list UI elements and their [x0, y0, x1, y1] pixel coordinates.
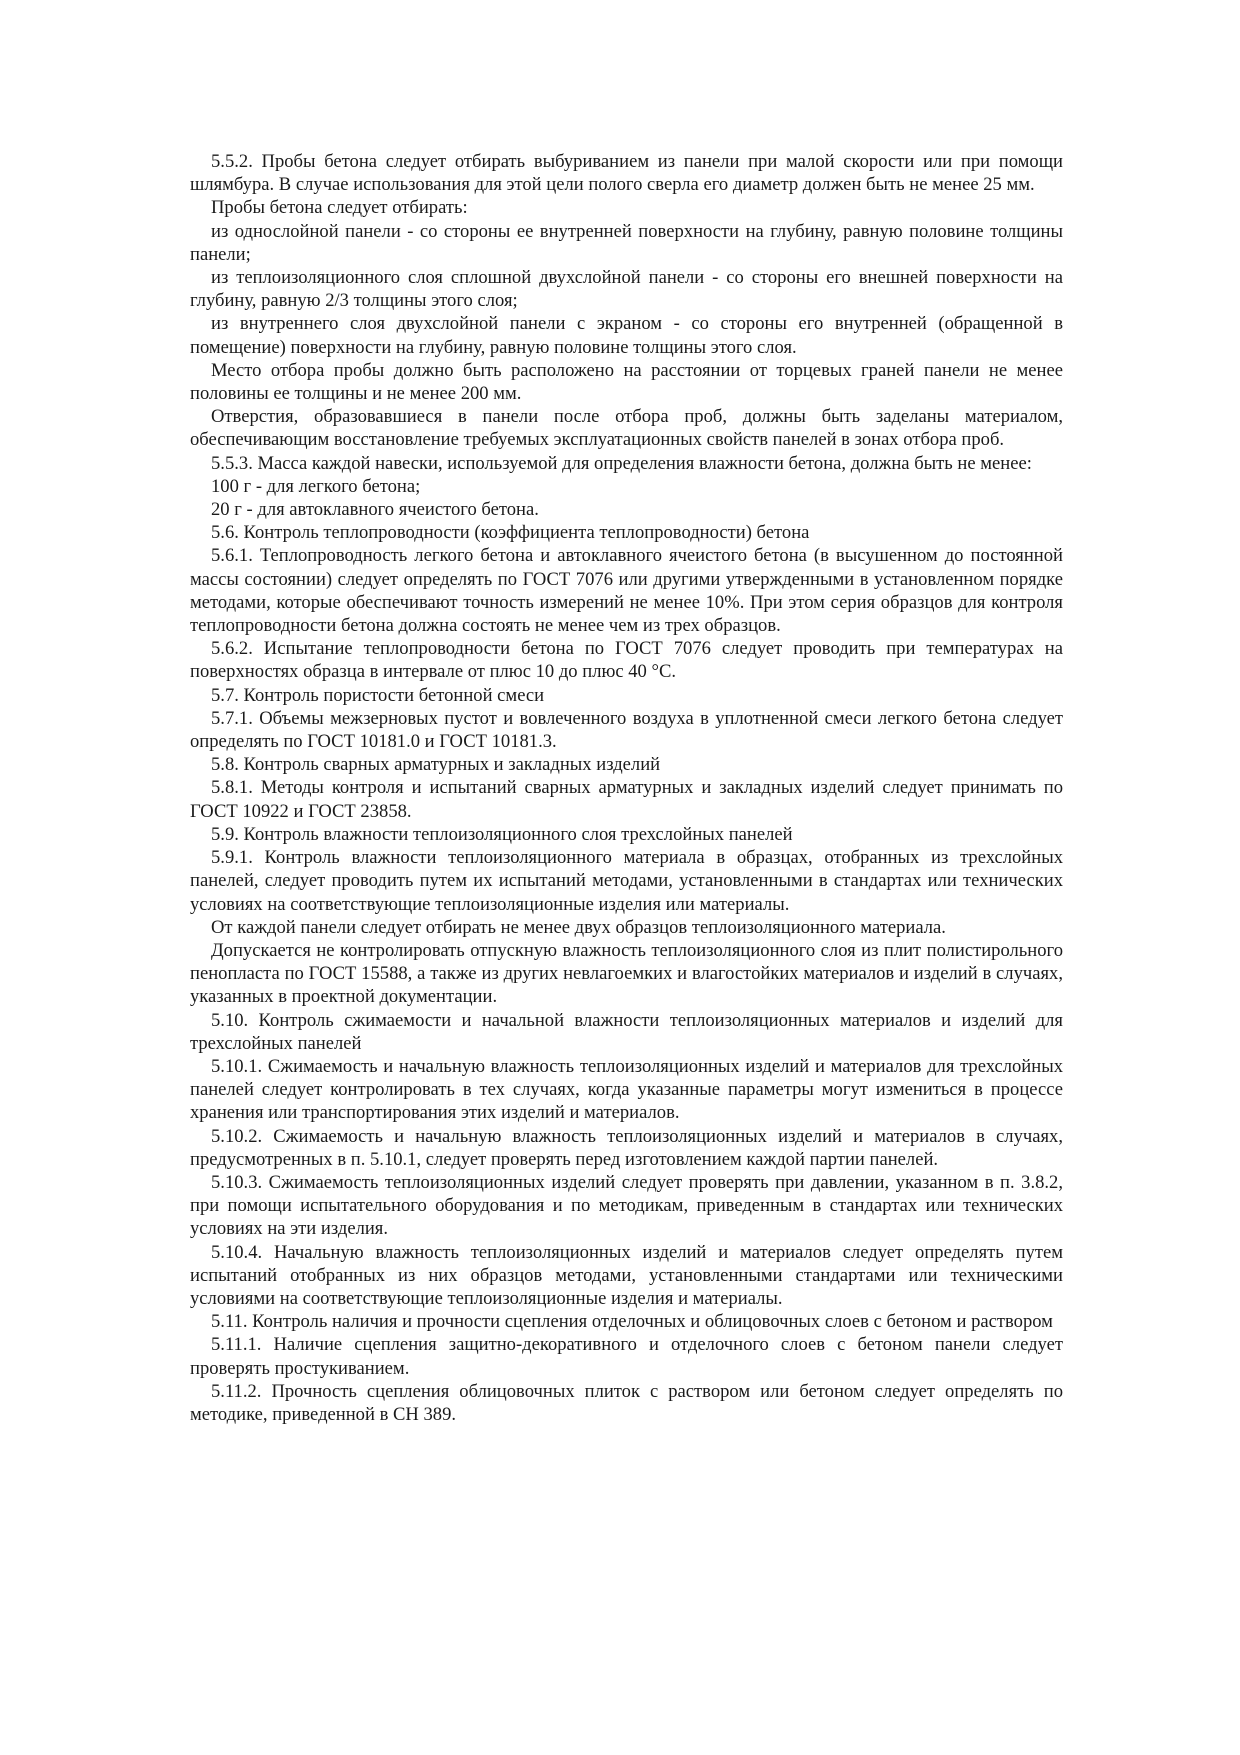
paragraph-5-5-2: 5.5.2. Пробы бетона следует отбирать выбуриванием из панели при малой скорости или при помощи шлямбура. В случае использования для этой цели полого сверла его диаметр должен быть не менее 25 мм.: [190, 151, 1063, 196]
paragraph-samples-intro: Пробы бетона следует отбирать:: [211, 197, 468, 219]
paragraph-5-6-1: 5.6.1. Теплопроводность легкого бетона и автоклавного ячеистого бетона (в высушенном до постоянной массы состоянии) следует определять по ГОСТ 7076 или другими утвержденными в установленном порядке методами, которые обеспечивают точность измерений не менее 10%. При этом серия образцов для контроля теплопроводности бетона должна состоять не менее чем из трех образцов.: [190, 545, 1063, 637]
heading-5-8: 5.8. Контроль сварных арматурных и закладных изделий: [211, 754, 661, 776]
paragraph-light-concrete: 100 г - для легкого бетона;: [211, 475, 421, 497]
paragraph-5-10-3: 5.10.3. Сжимаемость теплоизоляционных изделий следует проверять при давлении, указанном в п. 3.8.2, при помощи испытательного оборудования и по методикам, приведенным в стандартах или технических условиях на эти изделия.: [190, 1171, 1063, 1240]
paragraph-5-9-1: 5.9.1. Контроль влажности теплоизоляционного материала в образцах, отобранных из трехслойных панелей, следует проводить путем их испытаний методами, установленными в стандартах или технических условиях на соответствующие теплоизоляционные изделия или материалы.: [190, 847, 1063, 915]
paragraph-holes: Отверстия, образовавшиеся в панели после отбора проб, должны быть заделаны материалом, обеспечивающим восстановление требуемых эксплуатационных свойств панелей в зонах отбора проб.: [190, 406, 1063, 451]
paragraph-single-layer: из однослойной панели - со стороны ее внутренней поверхности на глубину, равную половине толщины панели;: [190, 220, 1063, 265]
heading-5-7: 5.7. Контроль пористости бетонной смеси: [211, 684, 545, 706]
paragraph-each-panel: От каждой панели следует отбирать не менее двух образцов теплоизоляционного материала.: [211, 916, 946, 938]
heading-5-11: 5.11. Контроль наличия и прочности сцепления отделочных и облицовочных слоев с бетоном и раствором: [211, 1311, 1053, 1333]
paragraph-5-6-2: 5.6.2. Испытание теплопроводности бетона по ГОСТ 7076 следует проводить при температурах на поверхностях образца в интервале от плюс 10 до плюс 40 °С.: [190, 638, 1063, 683]
paragraph-5-11-1: 5.11.1. Наличие сцепления защитно-декоративного и отделочного слоев с бетоном панели следует проверять простукиванием.: [190, 1334, 1063, 1379]
paragraph-5-8-1: 5.8.1. Методы контроля и испытаний сварных арматурных и закладных изделий следует принимать по ГОСТ 10922 и ГОСТ 23858.: [190, 777, 1063, 822]
paragraph-cellular-concrete: 20 г - для автоклавного ячеистого бетона.: [211, 499, 539, 521]
paragraph-allowed-not-control: Допускается не контролировать отпускную влажность теплоизоляционного слоя из плит полистирольного пенопласта по ГОСТ 15588, а также из других невлагоемких и влагостойких материалов и изделий в случаях, указанных в проектной документации.: [190, 939, 1063, 1008]
paragraph-5-7-1: 5.7.1. Объемы межзерновых пустот и вовлеченного воздуха в уплотненной смеси легкого бетона следует определять по ГОСТ 10181.0 и ГОСТ 10181.3.: [190, 707, 1063, 753]
heading-5-9: 5.9. Контроль влажности теплоизоляционного слоя трехслойных панелей: [211, 823, 793, 845]
paragraph-sampling-location: Место отбора пробы должно быть расположено на расстоянии от торцевых граней панели не менее половины ее толщины и не менее 200 мм.: [190, 359, 1063, 405]
paragraph-5-10-4: 5.10.4. Начальную влажность теплоизоляционных изделий и материалов следует определять путем испытаний отобранных из них образцов методами, установленными стандартами или техническими условиями на соответствующие теплоизоляционные изделия и материалы.: [190, 1241, 1063, 1309]
paragraph-inner-layer: из внутреннего слоя двухслойной панели с экраном - со стороны его внутренней (обращенной в помещение) поверхности на глубину, равную половине толщины этого слоя.: [190, 313, 1063, 358]
paragraph-5-11-2: 5.11.2. Прочность сцепления облицовочных плиток с раствором или бетоном следует определять по методике, приведенной в СН 389.: [190, 1380, 1063, 1425]
paragraph-5-10-2: 5.10.2. Сжимаемость и начальную влажность теплоизоляционных изделий и материалов в случаях, предусмотренных в п. 5.10.1, следует проверять перед изготовлением каждой партии панелей.: [190, 1125, 1063, 1170]
heading-5-10: 5.10. Контроль сжимаемости и начальной влажности теплоизоляционных материалов и изделий для трехслойных панелей: [190, 1009, 1063, 1054]
paragraph-insulation-layer: из теплоизоляционного слоя сплошной двухслойной панели - со стороны его внешней поверхности на глубину, равную 2/3 толщины этого слоя;: [190, 267, 1063, 312]
heading-5-6: 5.6. Контроль теплопроводности (коэффициента теплопроводности) бетона: [211, 522, 810, 544]
paragraph-5-10-1: 5.10.1. Сжимаемость и начальную влажность теплоизоляционных изделий и материалов для трехслойных панелей следует контролировать в тех случаях, когда указанные параметры могут измениться в процессе хранения или транспортирования этих изделий и материалов.: [190, 1055, 1063, 1124]
paragraph-5-5-3: 5.5.3. Масса каждой навески, используемой для определения влажности бетона, должна быть не менее:: [211, 452, 1032, 474]
document-body: [190, 150, 1063, 1426]
